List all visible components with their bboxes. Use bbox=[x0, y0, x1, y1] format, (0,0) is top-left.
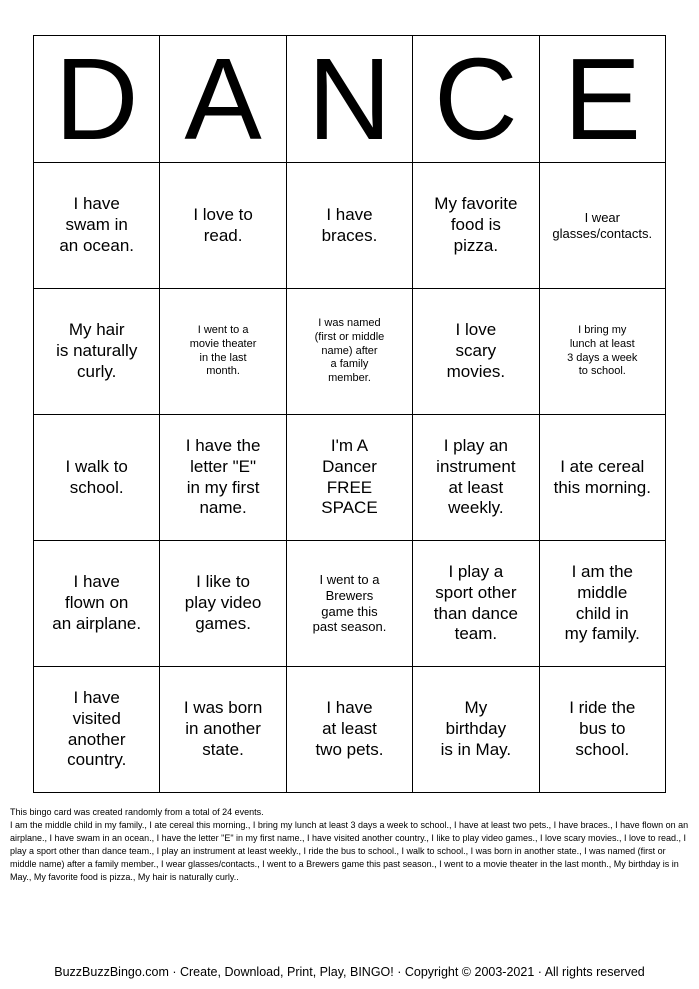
page-footer: BuzzBuzzBingo.com · Create, Download, Print, Play, BINGO! · Copyright © 2003-2021 · All rights reserved bbox=[54, 965, 645, 979]
bingo-cell: My hair is naturally curly. bbox=[34, 289, 160, 415]
bingo-cell: I am the middle child in my family. bbox=[539, 541, 665, 667]
header-letter: C bbox=[413, 36, 539, 163]
bingo-cell: I love scary movies. bbox=[413, 289, 539, 415]
bingo-cell: I was named (first or middle name) after a family member. bbox=[286, 289, 412, 415]
bingo-cell: I play an instrument at least weekly. bbox=[413, 415, 539, 541]
bingo-cell: I like to play video games. bbox=[160, 541, 286, 667]
bingo-row bbox=[34, 415, 666, 541]
bingo-row bbox=[34, 163, 666, 289]
bingo-cell: I went to a Brewers game this past season. bbox=[286, 541, 412, 667]
bingo-cell: I have swam in an ocean. bbox=[34, 163, 160, 289]
bingo-cell: I have braces. bbox=[286, 163, 412, 289]
header-row bbox=[34, 36, 666, 163]
bingo-row bbox=[34, 289, 666, 415]
bingo-row bbox=[34, 667, 666, 793]
bingo-cell: I walk to school. bbox=[34, 415, 160, 541]
card-info bbox=[10, 806, 692, 884]
bingo-row bbox=[34, 541, 666, 667]
bingo-cell: I have flown on an airplane. bbox=[34, 541, 160, 667]
bingo-cell: I went to a movie theater in the last month. bbox=[160, 289, 286, 415]
bingo-cell: I bring my lunch at least 3 days a week to school. bbox=[539, 289, 665, 415]
header-letter: A bbox=[160, 36, 286, 163]
bingo-cell: I have at least two pets. bbox=[286, 667, 412, 793]
bingo-cell: I love to read. bbox=[160, 163, 286, 289]
bingo-cell: I wear glasses/contacts. bbox=[539, 163, 665, 289]
bingo-cell: My favorite food is pizza. bbox=[413, 163, 539, 289]
info-summary: This bingo card was created randomly from a total of 24 events. bbox=[10, 807, 264, 817]
bingo-cell: I play a sport other than dance team. bbox=[413, 541, 539, 667]
header-letter: D bbox=[34, 36, 160, 163]
bingo-cell: I ate cereal this morning. bbox=[539, 415, 665, 541]
bingo-cell: I have the letter "E" in my first name. bbox=[160, 415, 286, 541]
header-letter: E bbox=[539, 36, 665, 163]
header-letter: N bbox=[286, 36, 412, 163]
bingo-cell: My birthday is in May. bbox=[413, 667, 539, 793]
free-space-cell: I'm A Dancer FREE SPACE bbox=[286, 415, 412, 541]
info-event-list: I am the middle child in my family., I ate cereal this morning., I bring my lunch at least 3 days a week to school., I have at least two pets., I have braces., I have flown on an airplane., I have swam in an ocean., I have the letter "E" in my first name., I have visited another country., I like to play video games., I love scary movies., I love to read., I play a sport other than dance team., I play an instrument at least weekly., I ride the bus to school., I walk to school., I was born in another state., I was named (first or middle name) after a family member., I wear glasses/contacts., I went to a Brewers game this past season., I went to a movie theater in the last month., My birthday is in May., My favorite food is pizza., My hair is naturally curly.. bbox=[10, 820, 689, 882]
bingo-cell: I have visited another country. bbox=[34, 667, 160, 793]
bingo-cell: I was born in another state. bbox=[160, 667, 286, 793]
bingo-cell: I ride the bus to school. bbox=[539, 667, 665, 793]
bingo-card bbox=[33, 35, 666, 793]
